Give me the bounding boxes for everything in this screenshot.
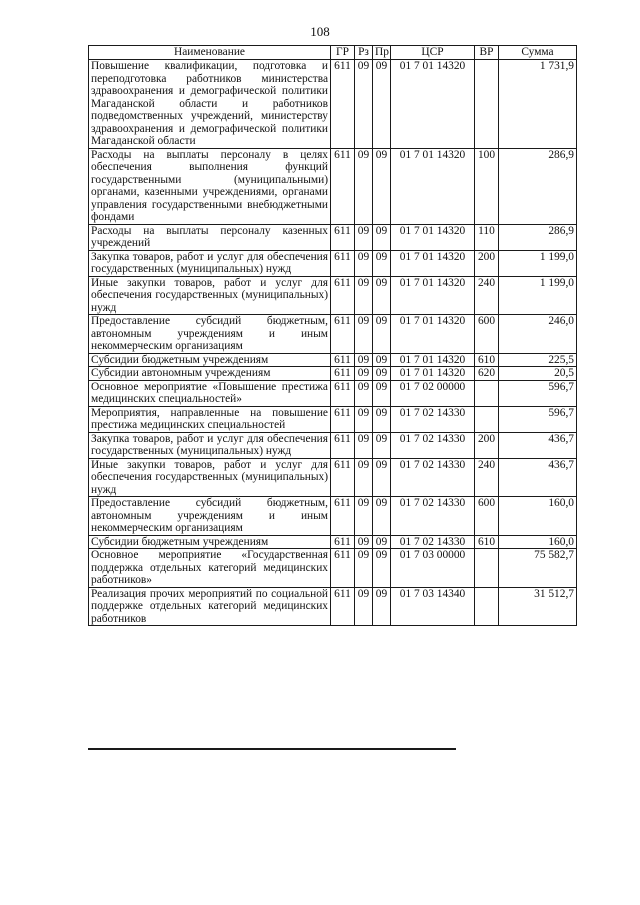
cell-gr: 611: [331, 380, 355, 406]
cell-gr: 611: [331, 367, 355, 381]
table-row: [89, 250, 577, 276]
cell-rz: 09: [355, 315, 373, 354]
cell-name: Реализация прочих мероприятий по социальной поддержке отдельных категорий медицинских работников: [89, 587, 331, 626]
cell-pr: 09: [373, 367, 391, 381]
cell-csr: 01 7 02 14330: [391, 432, 475, 458]
table-row: [89, 535, 577, 549]
cell-csr: 01 7 02 14330: [391, 535, 475, 549]
cell-name: Предоставление субсидий бюджетным, автономным учреждениям и иным некоммерческим организациям: [89, 497, 331, 536]
cell-vr: 240: [475, 458, 499, 497]
cell-rz: 09: [355, 535, 373, 549]
cell-rz: 09: [355, 148, 373, 224]
budget-table: [88, 45, 577, 626]
cell-name: Основное мероприятие «Повышение престижа медицинских специальностей»: [89, 380, 331, 406]
cell-sum: 286,9: [499, 148, 577, 224]
cell-gr: 611: [331, 60, 355, 149]
cell-name: Основное мероприятие «Государственная поддержка отдельных категорий медицинских работников»: [89, 549, 331, 588]
cell-name: Иные закупки товаров, работ и услуг для обеспечения государственных (муниципальных) нужд: [89, 276, 331, 315]
cell-name: Субсидии бюджетным учреждениям: [89, 353, 331, 367]
cell-csr: 01 7 02 14330: [391, 406, 475, 432]
table-row: [89, 587, 577, 626]
cell-vr: [475, 549, 499, 588]
page-number: 108: [310, 24, 330, 39]
header-pr: Пр: [373, 46, 391, 60]
cell-sum: 1 199,0: [499, 276, 577, 315]
cell-sum: 31 512,7: [499, 587, 577, 626]
cell-rz: 09: [355, 367, 373, 381]
cell-rz: 09: [355, 458, 373, 497]
cell-csr: 01 7 01 14320: [391, 148, 475, 224]
cell-rz: 09: [355, 353, 373, 367]
table-row: [89, 380, 577, 406]
cell-csr: 01 7 01 14320: [391, 315, 475, 354]
cell-pr: 09: [373, 224, 391, 250]
cell-vr: 600: [475, 315, 499, 354]
cell-pr: 09: [373, 432, 391, 458]
cell-pr: 09: [373, 250, 391, 276]
cell-pr: 09: [373, 549, 391, 588]
cell-name: Закупка товаров, работ и услуг для обеспечения государственных (муниципальных) нужд: [89, 250, 331, 276]
cell-rz: 09: [355, 250, 373, 276]
cell-rz: 09: [355, 276, 373, 315]
cell-gr: 611: [331, 250, 355, 276]
table-row: [89, 224, 577, 250]
cell-vr: 240: [475, 276, 499, 315]
cell-gr: 611: [331, 353, 355, 367]
cell-vr: [475, 587, 499, 626]
cell-rz: 09: [355, 432, 373, 458]
cell-csr: 01 7 01 14320: [391, 276, 475, 315]
header-sum: Сумма: [499, 46, 577, 60]
cell-vr: 200: [475, 250, 499, 276]
cell-pr: 09: [373, 353, 391, 367]
cell-vr: 610: [475, 353, 499, 367]
cell-csr: 01 7 02 00000: [391, 380, 475, 406]
header-rz: Рз: [355, 46, 373, 60]
cell-vr: 110: [475, 224, 499, 250]
table-row: [89, 60, 577, 149]
cell-sum: 246,0: [499, 315, 577, 354]
cell-vr: 600: [475, 497, 499, 536]
cell-csr: 01 7 01 14320: [391, 224, 475, 250]
cell-rz: 09: [355, 549, 373, 588]
cell-csr: 01 7 02 14330: [391, 458, 475, 497]
cell-pr: 09: [373, 458, 391, 497]
cell-name: Закупка товаров, работ и услуг для обеспечения государственных (муниципальных) нужд: [89, 432, 331, 458]
table-row: [89, 353, 577, 367]
cell-pr: 09: [373, 406, 391, 432]
cell-name: Расходы на выплаты персоналу в целях обеспечения выполнения функций государственными (муниципальными) органами, казенными учреждениями, органами управления государственными внебюджетными фондами: [89, 148, 331, 224]
cell-sum: 436,7: [499, 432, 577, 458]
cell-name: Предоставление субсидий бюджетным, автономным учреждениям и иным некоммерческим организациям: [89, 315, 331, 354]
table-header-row: [89, 46, 577, 60]
cell-pr: 09: [373, 535, 391, 549]
bottom-rule: [88, 748, 456, 750]
cell-sum: 286,9: [499, 224, 577, 250]
cell-sum: 596,7: [499, 406, 577, 432]
cell-gr: 611: [331, 587, 355, 626]
cell-name: Субсидии бюджетным учреждениям: [89, 535, 331, 549]
cell-csr: 01 7 01 14320: [391, 353, 475, 367]
cell-sum: 596,7: [499, 380, 577, 406]
cell-pr: 09: [373, 587, 391, 626]
cell-sum: 160,0: [499, 497, 577, 536]
header-csr: ЦСР: [391, 46, 475, 60]
table-body: [89, 60, 577, 626]
cell-sum: 1 731,9: [499, 60, 577, 149]
cell-gr: 611: [331, 148, 355, 224]
table-row: [89, 458, 577, 497]
cell-sum: 160,0: [499, 535, 577, 549]
cell-sum: 75 582,7: [499, 549, 577, 588]
cell-gr: 611: [331, 315, 355, 354]
cell-gr: 611: [331, 406, 355, 432]
cell-gr: 611: [331, 549, 355, 588]
cell-vr: 200: [475, 432, 499, 458]
cell-vr: [475, 380, 499, 406]
table-row: [89, 549, 577, 588]
cell-pr: 09: [373, 497, 391, 536]
cell-vr: 100: [475, 148, 499, 224]
cell-name: Расходы на выплаты персоналу казенных учреждений: [89, 224, 331, 250]
cell-rz: 09: [355, 380, 373, 406]
cell-rz: 09: [355, 60, 373, 149]
cell-csr: 01 7 03 14340: [391, 587, 475, 626]
cell-pr: 09: [373, 315, 391, 354]
cell-name: Повышение квалификации, подготовка и переподготовка работников министерства здравоохранения и демографической политики Магаданской области и работников подведомственных учреждений, министерству здравоохранения и демографической политики Магаданской области: [89, 60, 331, 149]
cell-sum: 225,5: [499, 353, 577, 367]
cell-csr: 01 7 01 14320: [391, 367, 475, 381]
cell-gr: 611: [331, 497, 355, 536]
table-row: [89, 367, 577, 381]
cell-pr: 09: [373, 60, 391, 149]
cell-gr: 611: [331, 535, 355, 549]
cell-name: Иные закупки товаров, работ и услуг для обеспечения государственных (муниципальных) нужд: [89, 458, 331, 497]
table-row: [89, 432, 577, 458]
table-row: [89, 276, 577, 315]
cell-name: Мероприятия, направленные на повышение престижа медицинских специальностей: [89, 406, 331, 432]
table-row: [89, 148, 577, 224]
cell-csr: 01 7 01 14320: [391, 60, 475, 149]
cell-pr: 09: [373, 276, 391, 315]
cell-gr: 611: [331, 224, 355, 250]
cell-vr: [475, 406, 499, 432]
cell-csr: 01 7 02 14330: [391, 497, 475, 536]
cell-sum: 436,7: [499, 458, 577, 497]
cell-sum: 20,5: [499, 367, 577, 381]
cell-vr: [475, 60, 499, 149]
cell-rz: 09: [355, 224, 373, 250]
cell-rz: 09: [355, 406, 373, 432]
cell-gr: 611: [331, 432, 355, 458]
table-row: [89, 497, 577, 536]
cell-vr: 620: [475, 367, 499, 381]
cell-gr: 611: [331, 458, 355, 497]
header-vr: ВР: [475, 46, 499, 60]
table-row: [89, 315, 577, 354]
cell-vr: 610: [475, 535, 499, 549]
cell-csr: 01 7 03 00000: [391, 549, 475, 588]
header-gr: ГР: [331, 46, 355, 60]
cell-rz: 09: [355, 497, 373, 536]
cell-csr: 01 7 01 14320: [391, 250, 475, 276]
cell-pr: 09: [373, 148, 391, 224]
cell-rz: 09: [355, 587, 373, 626]
cell-sum: 1 199,0: [499, 250, 577, 276]
table-row: [89, 406, 577, 432]
header-name: Наименование: [89, 46, 331, 60]
cell-gr: 611: [331, 276, 355, 315]
cell-pr: 09: [373, 380, 391, 406]
cell-name: Субсидии автономным учреждениям: [89, 367, 331, 381]
